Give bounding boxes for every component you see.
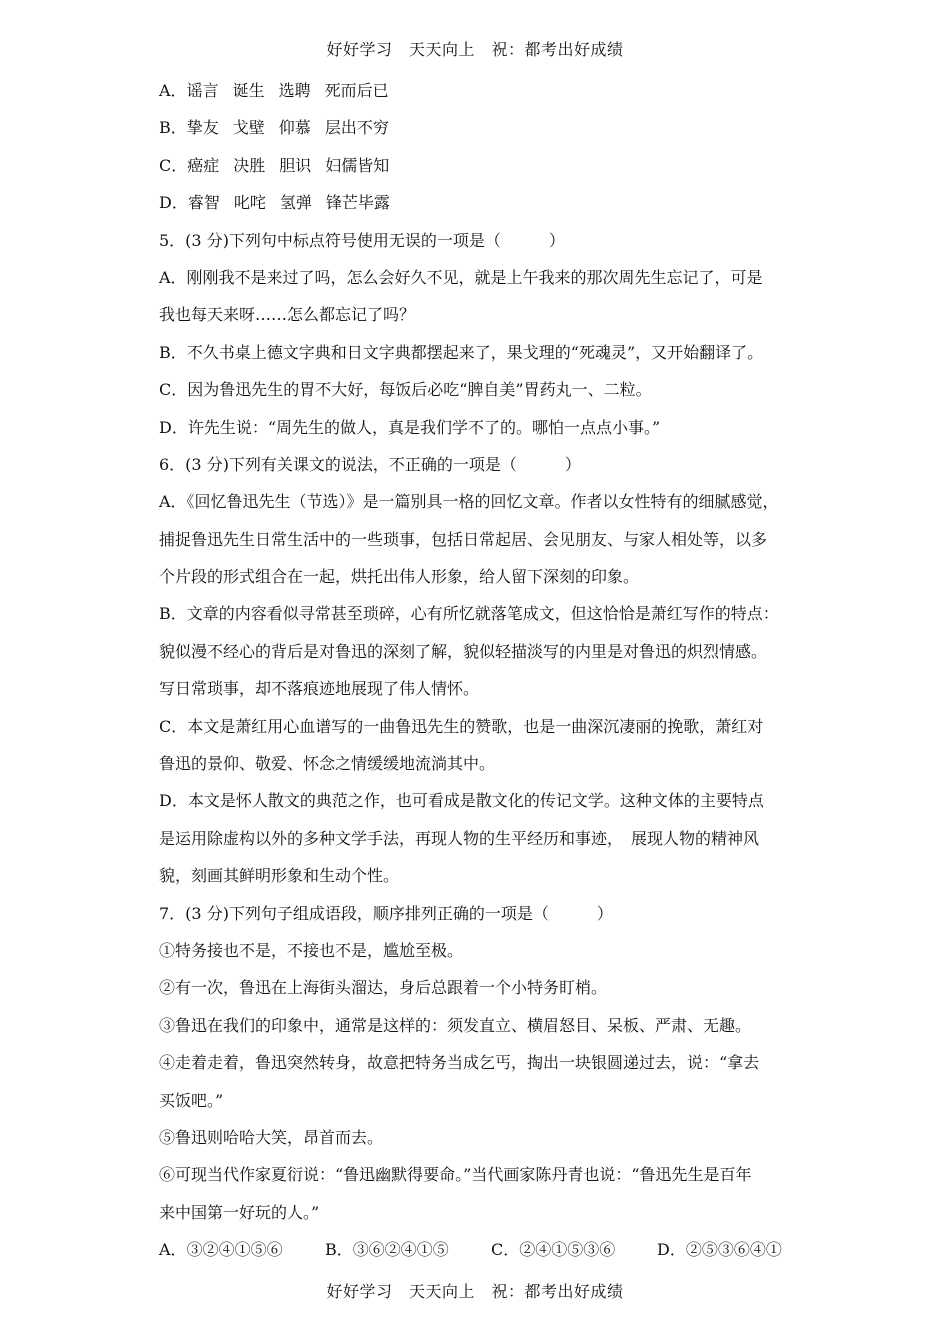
q6-line: 鲁迅的景仰、敬爱、怀念之情缓缓地流淌其中。 <box>159 754 496 774</box>
q5-stem: 5．(3 分)下列句中标点符号使用无误的一项是（ ） <box>159 230 565 250</box>
page-header: 好好学习 天天向上 祝：都考出好成绩 <box>326 40 624 59</box>
q7-option-d: D．②⑤③⑥④① <box>657 1240 782 1260</box>
q5-line: D．许先生说：“周先生的做人，真是我们学不了的。哪怕一点点小事。” <box>159 417 661 437</box>
q4-option-b: B．挚友 戈壁 仰慕 层出不穷 <box>159 118 389 138</box>
q6-line: C．本文是萧红用心血谱写的一曲鲁迅先生的赞歌，也是一曲深沉凄丽的挽歌，萧红对 <box>159 716 764 736</box>
q7-option-a: A．③②④①⑤⑥ <box>159 1240 283 1260</box>
q4-option-c: C．癌症 决胜 胆识 妇儒皆知 <box>159 155 390 175</box>
q6-line: D．本文是怀人散文的典范之作，也可看成是散文化的传记文学。这种文体的主要特点 <box>159 791 764 811</box>
q6-line: 个片段的形式组合在一起，烘托出伟人形象，给人留下深刻的印象。 <box>159 567 640 587</box>
q7-line: ②有一次，鲁迅在上海街头溜达，身后总跟着一个小特务盯梢。 <box>159 978 608 998</box>
q7-line: ③鲁迅在我们的印象中，通常是这样的：须发直立、横眉怒目、呆板、严肃、无趣。 <box>159 1015 752 1035</box>
q6-line: 貌似漫不经心的背后是对鲁迅的深刻了解，貌似轻描淡写的内里是对鲁迅的炽烈情感。 <box>159 641 768 661</box>
q7-line: ①特务接也不是，不接也不是，尴尬至极。 <box>159 940 464 960</box>
q7-option-c: C．②④①⑤③⑥ <box>491 1240 616 1260</box>
q7-line: ⑥可现当代作家夏衍说：“鲁迅幽默得要命。”当代画家陈丹青也说：“鲁迅先生是百年 <box>159 1165 752 1185</box>
q6-line: B．文章的内容看似寻常甚至琐碎，心有所忆就落笔成文，但这恰恰是萧红写作的特点： <box>159 604 779 624</box>
q5-line: B．不久书桌上德文字典和日文字典都摆起来了，果戈理的“死魂灵”，又开始翻译了。 <box>159 342 764 362</box>
q6-line: 是运用除虚构以外的多种文学手法，再现人物的生平经历和事迹， 展现人物的精神风 <box>159 828 760 848</box>
q6-stem: 6．(3 分)下列有关课文的说法，不正确的一项是（ ） <box>159 454 581 474</box>
question-content <box>159 72 809 1269</box>
q6-line: 捕捉鲁迅先生日常生活中的一些琐事，包括日常起居、会见朋友、与家人相处等，以多 <box>159 529 768 549</box>
q7-line: ⑤鲁迅则哈哈大笑，昂首而去。 <box>159 1127 384 1147</box>
q5-line: C．因为鲁迅先生的胃不大好，每饭后必吃“脾自美”胃药丸一、二粒。 <box>159 380 652 400</box>
q7-line: ④走着走着，鲁迅突然转身，故意把特务当成乞丐，掏出一块银圆递过去，说：“拿去 <box>159 1053 760 1073</box>
q6-line: 貌，刻画其鲜明形象和生动个性。 <box>159 866 400 886</box>
q7-line: 来中国第一好玩的人。” <box>159 1202 320 1222</box>
q7-option-b: B．③⑥②④①⑤ <box>325 1240 449 1260</box>
page-footer: 好好学习 天天向上 祝：都考出好成绩 <box>326 1282 624 1301</box>
q7-options <box>159 1231 809 1268</box>
q5-line: A．刚刚我不是来过了吗，怎么会好久不见，就是上午我来的那次周先生忘记了，可是 <box>159 267 763 287</box>
q7-line: 买饭吧。” <box>159 1090 224 1110</box>
q7-stem: 7．(3 分)下列句子组成语段，顺序排列正确的一项是（ ） <box>159 903 613 923</box>
q6-line: 写日常琐事，却不落痕迹地展现了伟人情怀。 <box>159 679 480 699</box>
q4-option-a: A．谣言 诞生 选聘 死而后已 <box>159 81 389 100</box>
q6-line: A．《回忆鲁迅先生（节选）》是一篇别具一格的回忆文章。作者以女性特有的细腻感觉， <box>159 492 779 512</box>
q4-option-d: D．睿智 叱咤 氢弹 锋芒毕露 <box>159 193 390 213</box>
q5-line: 我也每天来呀……怎么都忘记了吗？ <box>159 305 416 325</box>
